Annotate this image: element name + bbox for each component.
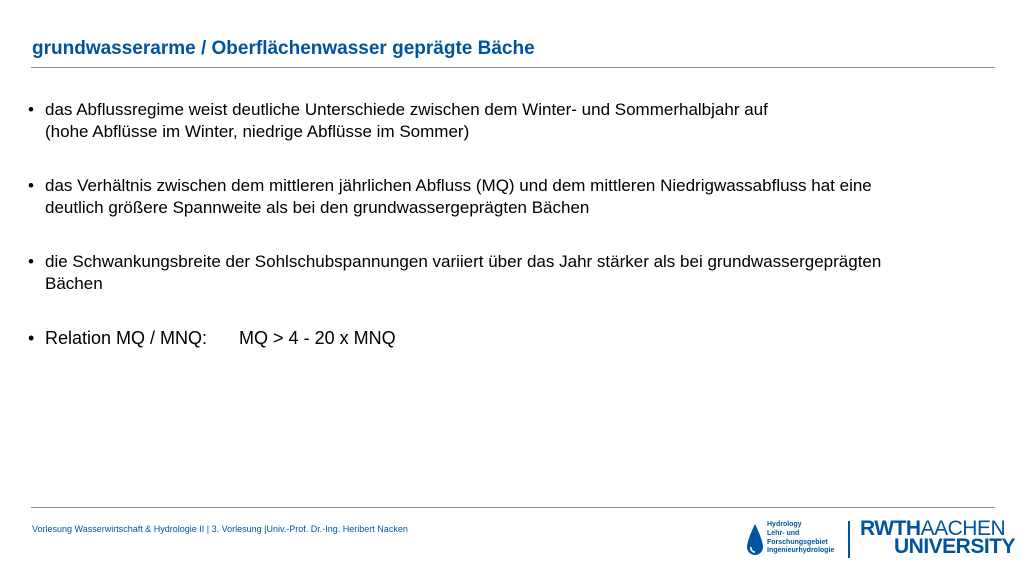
bullet-text: (hohe Abflüsse im Winter, niedrige Abflüsse im Sommer) [45,122,470,141]
relation-label: Relation MQ / MNQ: [45,328,208,348]
bullet-item [28,99,994,143]
title-divider [31,67,995,68]
bullet-marker: • [28,252,34,271]
bullet-marker: • [28,176,34,195]
bullet-text: Bächen [45,274,103,293]
bullet-text: die Schwankungsbreite der Sohlschubspannungen variiert über das Jahr stärker als bei grundwassergeprägten [45,252,882,271]
bullet-item [28,175,994,219]
rwth-logo-aachen: AACHEN [920,517,1006,540]
bullet-marker: • [28,100,34,119]
hydrology-logo [746,521,835,559]
logo-separator [848,521,850,558]
water-drop-icon [746,523,764,557]
hydrology-logo-line: Forschungsgebiet [767,538,828,546]
footer-divider [31,507,995,508]
bullet-marker: • [28,328,35,348]
hydrology-logo-line: Hydrology [767,521,802,528]
footer-text: Vorlesung Wasserwirtschaft & Hydrologie II | 3. Vorlesung |Univ.-Prof. Dr.-Ing. Heribert Nacken [32,524,408,534]
bullet-text: das Verhältnis zwischen dem mittleren jährlichen Abfluss (MQ) und dem mittleren Niedrigwassabfluss hat eine [45,176,872,195]
slide-title: grundwasserarme / Oberflächenwasser geprägte Bäche [32,38,535,59]
bullet-text: das Abflussregime weist deutliche Unterschiede zwischen dem Winter- und Sommerhalbjahr auf [45,100,768,119]
bullet-list [28,99,994,381]
relation-item [28,327,994,349]
bullet-text: deutlich größere Spannweite als bei den grundwassergeprägten Bächen [45,198,590,217]
hydrology-logo-line: Lehr- und [767,529,800,537]
rwth-logo-university: UNIVERSITY [894,535,1016,558]
rwth-logo [860,517,1016,560]
bullet-item [28,251,994,295]
rwth-logo-rwth: RWTH [860,517,921,540]
hydrology-logo-line: Ingenieurhydrologie [767,547,835,555]
hydrology-logo-text [767,521,834,556]
relation-value: MQ > 4 - 20 x MNQ [239,328,396,348]
